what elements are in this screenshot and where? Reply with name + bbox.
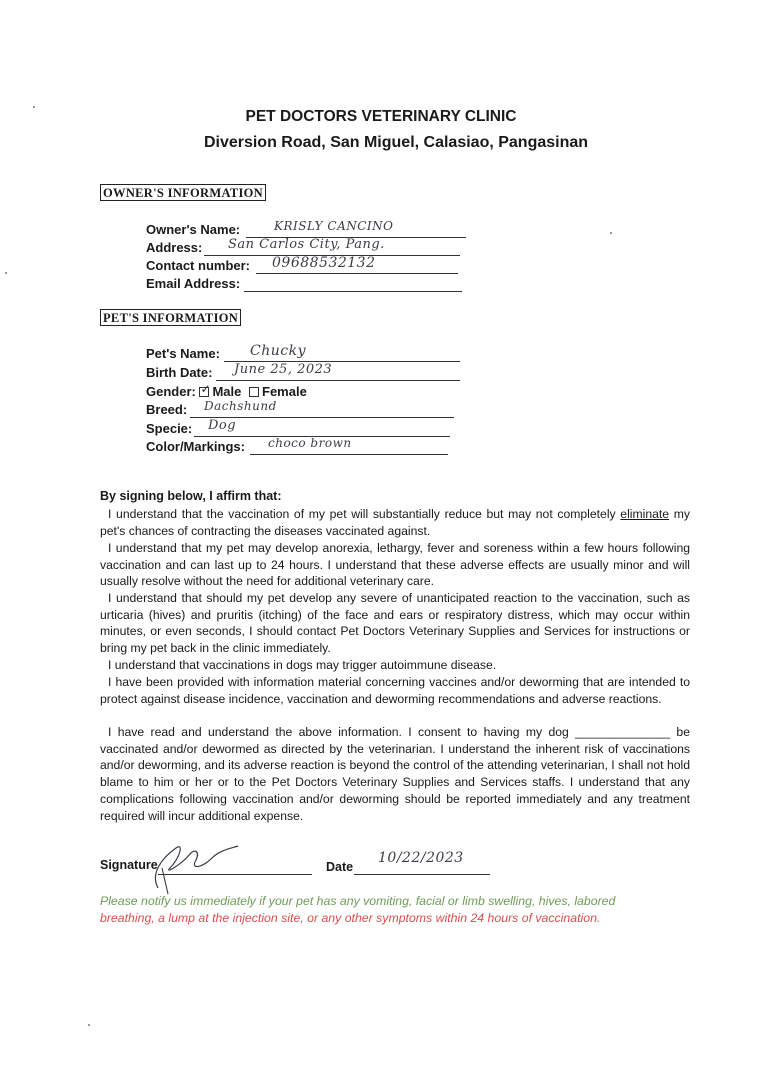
consent-paragraph-4: I understand that vaccinations in dogs may trigger autoimmune disease. — [108, 658, 497, 672]
birth-date-label: Birth Date: — [146, 365, 213, 380]
owner-name-value: KRISLY CANCINO — [274, 219, 394, 233]
scan-speck — [5, 272, 7, 274]
gender-field — [146, 384, 307, 399]
pet-section-heading: PET'S INFORMATION — [100, 309, 241, 326]
signature-scribble — [140, 828, 250, 896]
scan-speck — [33, 106, 35, 108]
signature-label: Signature — [100, 858, 158, 872]
scan-speck — [88, 1024, 90, 1026]
owner-contact-label: Contact number: — [146, 258, 250, 273]
owner-section-heading: OWNER'S INFORMATION — [100, 184, 266, 201]
date-value: 10/22/2023 — [378, 850, 464, 866]
color-markings-value: choco brown — [268, 436, 352, 450]
warning-line-1: Please notify us immediately if your pet has any vomiting, facial or limb swelling, hives, labored — [100, 894, 616, 908]
date-line[interactable] — [354, 874, 490, 875]
owner-contact-value: 09688532132 — [272, 255, 376, 271]
male-label: Male — [212, 384, 242, 399]
specie-value: Dog — [208, 418, 237, 433]
affirm-heading: By signing below, I affirm that: — [100, 489, 282, 503]
consent-paragraph-6: I have read and understand the above information. I consent to having my dog ______________ be vaccinated and/or dewormed as directed by the veterinarian. I understand the inherent risk of vaccinations and/or deworming, and its adverse reaction is beyond the control of the attending veterinarian, I shall not hold blame to him or her or to the Pet Doctors Veterinary Supplies and Services staffs. I understand that any complications following vaccination and/or deworming should be reported immediately and any treatment required will incur additional expense. — [100, 725, 690, 823]
owner-name-label: Owner's Name: — [146, 222, 241, 237]
female-label: Female — [262, 384, 307, 399]
male-checkbox[interactable] — [199, 387, 209, 397]
clinic-address: Diversion Road, San Miguel, Calasiao, Pangasinan — [203, 134, 589, 151]
clinic-name: PET DOCTORS VETERINARY CLINIC — [245, 108, 517, 125]
consent-paragraph-2: I understand that my pet may develop anorexia, lethargy, fever and soreness within a few hours following vaccination and can last up to 24 hours. I understand that these adverse effects are usually minor and will usually resolve without the need for additional veterinary care. — [100, 541, 690, 589]
consent-paragraph-3: I understand that should my pet develop any severe of unanticipated reaction to the vaccination, such as urticaria (hives) and pruritis (itching) of the face and ears or respiratory distress, which may occur within minutes, or even seconds, I should contact Pet Doctors Veterinary Supplies and Services for instructions or bring my pet back in the clinic immediately. — [100, 591, 690, 656]
color-markings-label: Color/Markings: — [146, 439, 245, 454]
date-label: Date — [326, 860, 354, 874]
warning-line-2: breathing, a lump at the injection site, or any other symptoms within 24 hours of vaccination. — [100, 911, 601, 925]
scan-speck — [610, 232, 612, 234]
pet-name-label: Pet's Name: — [146, 346, 220, 361]
female-checkbox[interactable] — [249, 387, 259, 397]
breed-label: Breed: — [146, 402, 188, 417]
specie-label: Specie: — [146, 421, 193, 436]
owner-address-value: San Carlos City, Pang. — [228, 237, 385, 252]
owner-address-label: Address: — [146, 240, 203, 255]
warning-notice — [100, 893, 680, 927]
gender-label: Gender: — [146, 384, 196, 399]
breed-value: Dachshund — [204, 399, 277, 413]
pet-name-value: Chucky — [250, 343, 306, 359]
consent-paragraph-1: I understand that the vaccination of my pet will substantially reduce but may not completely eliminate my pet's chances of contracting the diseases vaccinated against. — [100, 507, 690, 538]
birth-date-value: June 25, 2023 — [234, 362, 333, 377]
owner-email-label: Email Address: — [146, 276, 241, 291]
consent-paragraph-5: I have been provided with information material concerning vaccines and/or deworming that are intended to protect against disease incidence, vaccination and deworming recommendations and adverse reactions. — [100, 675, 690, 706]
dog-name-blank: ______________ — [575, 725, 671, 739]
